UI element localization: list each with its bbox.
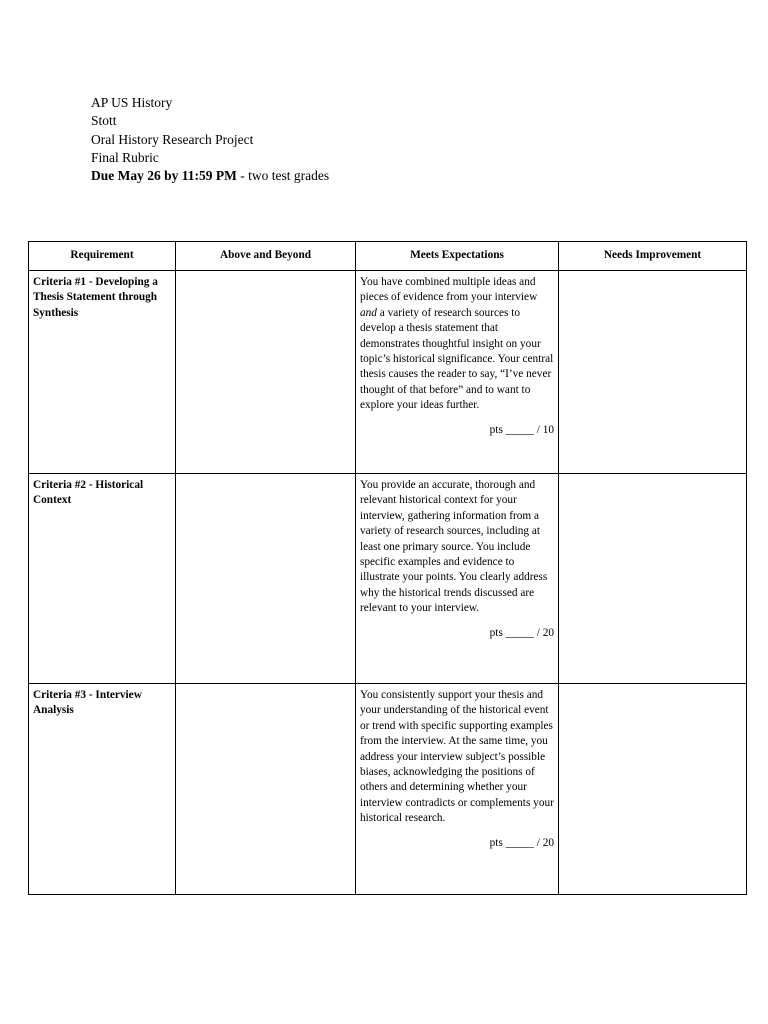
document-header xyxy=(91,94,329,185)
above-and-beyond-cell xyxy=(176,474,356,684)
needs-improvement-cell xyxy=(559,271,747,474)
emphasis-text: and xyxy=(360,306,377,319)
points-line: pts _____ / 10 xyxy=(489,423,554,436)
column-header-meets-expectations: Meets Expectations xyxy=(356,242,559,271)
meets-expectations-cell xyxy=(356,271,559,474)
requirement-cell: Criteria #1 - Developing a Thesis Statement through Synthesis xyxy=(29,271,176,474)
due-date-note: - two test grades xyxy=(236,168,330,184)
requirement-cell: Criteria #3 - Interview Analysis xyxy=(29,684,176,895)
needs-improvement-cell xyxy=(559,684,747,895)
meets-expectations-cell xyxy=(356,474,559,684)
table-row xyxy=(29,684,747,895)
meets-expectations-cell xyxy=(356,684,559,895)
points-line: pts _____ / 20 xyxy=(489,626,554,639)
criteria-description: You provide an accurate, thorough and relevant historical context for your interview, gathering information from a variety of research sources, including at least one primary source. You include specific examples and evidence to illustrate your points. You clearly address why the historical trends discussed are relevant to your interview. xyxy=(360,479,548,615)
needs-improvement-cell xyxy=(559,474,747,684)
due-date-line xyxy=(91,167,329,185)
rubric-table xyxy=(28,241,747,895)
project-title: Oral History Research Project xyxy=(91,131,254,147)
column-header-needs-improvement: Needs Improvement xyxy=(559,242,747,271)
requirement-cell: Criteria #2 - Historical Context xyxy=(29,474,176,684)
due-date: Due May 26 by 11:59 PM xyxy=(91,168,237,184)
criteria-description: You consistently support your thesis and your understanding of the historical event or trend with specific supporting examples from the interview. At the same time, you address your interview subject’s possible biases, acknowledging the positions of others and determining whether your interview contradicts or complements your historical research. xyxy=(360,689,554,825)
above-and-beyond-cell xyxy=(176,684,356,895)
criteria-description: You have combined multiple ideas and pieces of evidence from your interview and a variety of research sources to develop a thesis statement that demonstrates thoughtful insight on your topic’s historical significance. Your central thesis causes the reader to say, “I’ve never thought of that before” and to want to explore your ideas further. xyxy=(360,276,554,412)
column-header-requirement: Requirement xyxy=(29,242,176,271)
teacher-name: Stott xyxy=(91,113,117,129)
above-and-beyond-cell xyxy=(176,271,356,474)
points-line: pts _____ / 20 xyxy=(489,836,554,849)
table-row xyxy=(29,271,747,474)
document-type: Final Rubric xyxy=(91,149,159,165)
column-header-above-and-beyond: Above and Beyond xyxy=(176,242,356,271)
table-header-row xyxy=(29,242,747,271)
table-row xyxy=(29,474,747,684)
course-name: AP US History xyxy=(91,95,173,110)
